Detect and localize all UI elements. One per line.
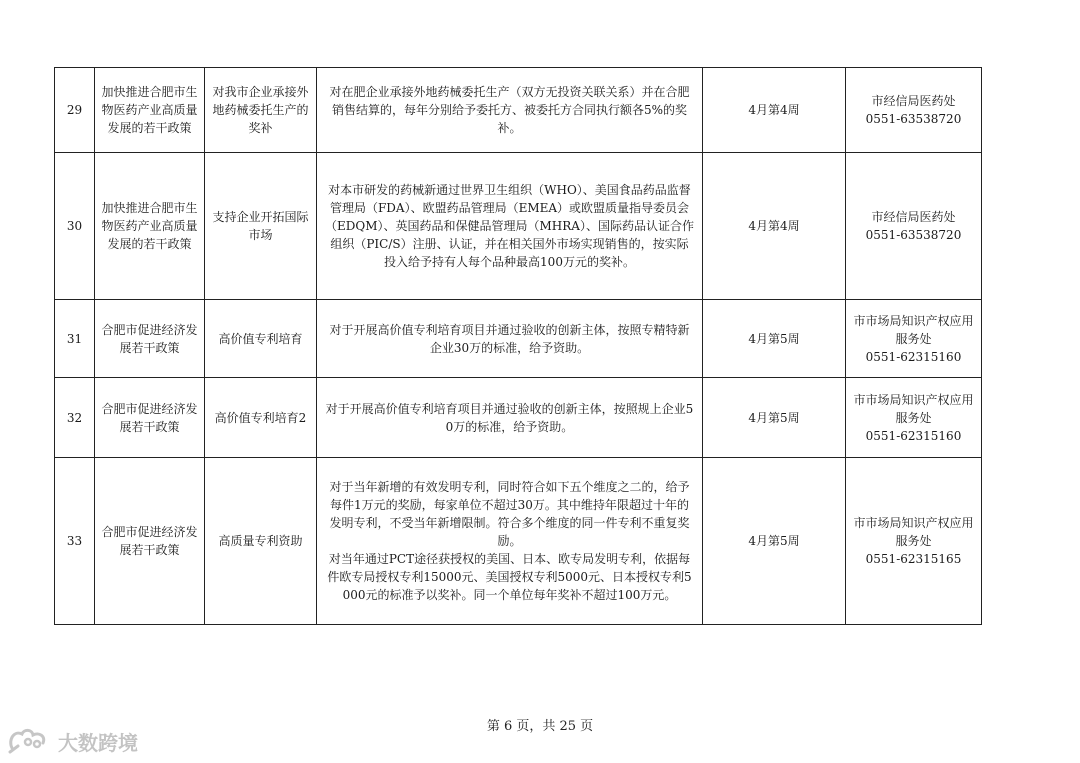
policy-description [317, 68, 703, 153]
policy-description [317, 153, 703, 300]
contact-phone: 0551-62315160 [865, 349, 962, 364]
policy-table [54, 67, 982, 625]
support-item: 高价值专利培育2 [205, 378, 317, 458]
application-time: 4月第4周 [703, 153, 846, 300]
policy-description [317, 458, 703, 625]
policy-name: 加快推进合肥市生物医药产业高质量发展的若干政策 [95, 153, 205, 300]
table-row [55, 153, 982, 300]
contact-phone: 0551-63538720 [865, 112, 962, 126]
policy-description [317, 300, 703, 378]
brand-logo-icon [6, 726, 52, 756]
support-item: 支持企业开拓国际市场 [205, 153, 317, 300]
page-number-footer: 第 6 页，共 25 页 [486, 719, 594, 734]
policy-description [317, 378, 703, 458]
contact-department: 市市场局知识产权应用服务处 [853, 313, 974, 346]
contact-department: 市经信局医药处 [871, 94, 956, 108]
row-number: 30 [55, 153, 95, 300]
contact-phone: 0551-63538720 [865, 228, 962, 242]
contact-info [846, 68, 982, 153]
contact-phone: 0551-62315165 [865, 552, 962, 566]
description-paragraph: 对于开展高价值专利培育项目并通过验收的创新主体，按照规上企业50万的标准，给予资助。 [325, 401, 694, 434]
contact-phone: 0551-62315160 [865, 428, 962, 443]
policy-name: 合肥市促进经济发展若干政策 [95, 378, 205, 458]
table-row [55, 68, 982, 153]
application-time: 4月第5周 [703, 378, 846, 458]
contact-info [846, 153, 982, 300]
row-number: 31 [55, 300, 95, 378]
application-time: 4月第5周 [703, 300, 846, 378]
contact-department: 市经信局医药处 [871, 210, 956, 224]
table-row [55, 300, 982, 378]
policy-name: 合肥市促进经济发展若干政策 [95, 458, 205, 625]
support-item: 高价值专利培育 [205, 300, 317, 378]
support-item: 对我市企业承接外地药械委托生产的奖补 [205, 68, 317, 153]
row-number: 33 [55, 458, 95, 625]
watermark [6, 726, 138, 756]
description-paragraph: 对当年通过PCT途径获授权的美国、日本、欧专局发明专利，依据每件欧专局授权专利15000元、美国授权专利5000元、日本授权专利5000元的标准予以奖补。同一个单位每年奖补不超过100万元。 [327, 552, 692, 602]
table-row [55, 458, 982, 625]
application-time: 4月第4周 [703, 68, 846, 153]
policy-name: 合肥市促进经济发展若干政策 [95, 300, 205, 378]
row-number: 29 [55, 68, 95, 153]
contact-info [846, 300, 982, 378]
table-row [55, 378, 982, 458]
application-time: 4月第5周 [703, 458, 846, 625]
watermark-text: 大数跨境 [58, 730, 138, 755]
contact-info [846, 378, 982, 458]
policy-name: 加快推进合肥市生物医药产业高质量发展的若干政策 [95, 68, 205, 153]
contact-department: 市市场局知识产权应用服务处 [853, 392, 974, 425]
contact-info [846, 458, 982, 625]
row-number: 32 [55, 378, 95, 458]
description-paragraph: 对在肥企业承接外地药械委托生产（双方无投资关联关系）并在合肥销售结算的，每年分别给予委托方、被委托方合同执行额各5%的奖补。 [329, 85, 690, 135]
support-item: 高质量专利资助 [205, 458, 317, 625]
description-paragraph: 对于当年新增的有效发明专利，同时符合如下五个维度之二的，给予每件1万元的奖励，每家单位不超过30万。其中维持年限超过十年的发明专利，不受当年新增限制。符合多个维度的同一件专利不重复奖励。 [329, 480, 690, 548]
description-paragraph: 对于开展高价值专利培育项目并通过验收的创新主体，按照专精特新企业30万的标准，给予资助。 [329, 322, 690, 355]
contact-department: 市市场局知识产权应用服务处 [853, 516, 974, 548]
description-paragraph: 对本市研发的药械新通过世界卫生组织（WHO）、美国食品药品监督管理局（FDA）、欧盟药品管理局（EMEA）或欧盟质量指导委员会（EDQM）、英国药品和保健品管理局（MHRA）、国际药品认证合作组织（PIC/S）注册、认证，并在相关国外市场实现销售的，按实际投入给予持有人每个品种最高100万元的奖补。 [325, 183, 694, 269]
